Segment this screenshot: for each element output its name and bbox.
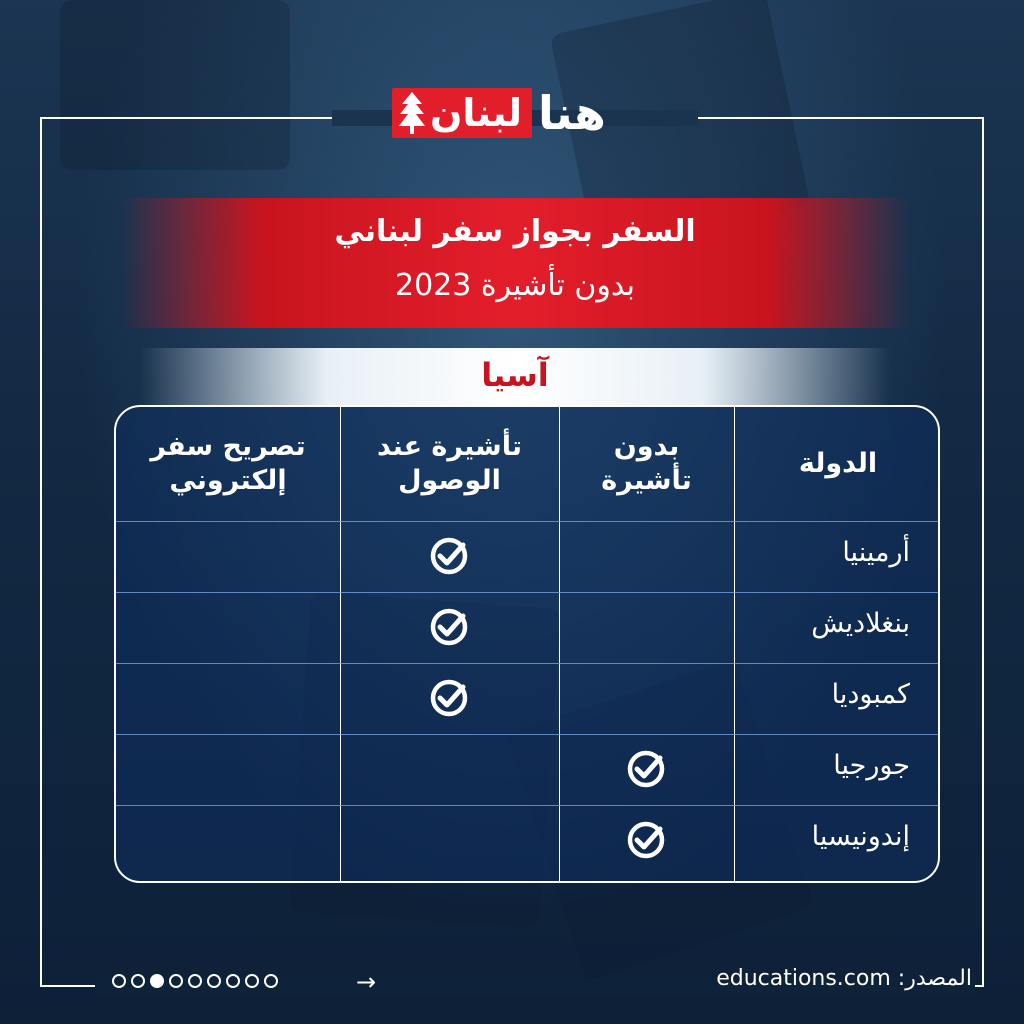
visa-table: [114, 405, 940, 883]
check-icon: [429, 678, 469, 718]
header-visa-free: بدون تأشيرة: [601, 431, 692, 496]
region-label: آسيا: [481, 356, 549, 394]
pagination-dot[interactable]: [188, 974, 202, 988]
check-icon: [429, 536, 469, 576]
header-visa-on-arrival: تأشيرة عند الوصول: [376, 431, 523, 496]
logo-text-red: لبنان: [430, 91, 522, 135]
logo-text-white: هنا: [538, 86, 606, 140]
row-divider: [116, 521, 938, 522]
pagination-dot[interactable]: [131, 974, 145, 988]
country-cell: إندونيسيا: [811, 821, 910, 852]
country-cell: جورجيا: [833, 750, 910, 781]
next-arrow-icon[interactable]: →: [356, 968, 377, 996]
page-title: السفر بجواز سفر لبناني: [334, 214, 696, 249]
row-divider: [116, 805, 938, 806]
logo: [392, 78, 637, 148]
logo-red-block: [392, 88, 532, 138]
row-divider: [116, 734, 938, 735]
pagination-dot[interactable]: [169, 974, 183, 988]
pagination-dot[interactable]: [226, 974, 240, 988]
pagination-dot[interactable]: [150, 974, 164, 988]
check-icon: [626, 749, 666, 789]
pagination-dots: [112, 974, 278, 988]
country-cell: كمبوديا: [831, 679, 910, 710]
country-cell: بنغلاديش: [811, 608, 910, 639]
title-band: [120, 198, 910, 328]
check-icon: [626, 820, 666, 860]
page-subtitle: بدون تأشيرة 2023: [395, 268, 635, 303]
pagination-dot[interactable]: [245, 974, 259, 988]
pagination-dot[interactable]: [207, 974, 221, 988]
row-divider: [116, 663, 938, 664]
pagination-dot[interactable]: [112, 974, 126, 988]
pagination-dot[interactable]: [264, 974, 278, 988]
row-divider: [116, 592, 938, 593]
country-cell: أرمينيا: [842, 537, 910, 568]
cedar-icon: [398, 90, 426, 136]
region-band: [140, 348, 890, 406]
header-country: الدولة: [798, 448, 878, 480]
source-credit: المصدر: educations.com: [716, 966, 972, 991]
header-eta: تصريح سفر إلكتروني: [150, 431, 306, 496]
check-icon: [429, 607, 469, 647]
